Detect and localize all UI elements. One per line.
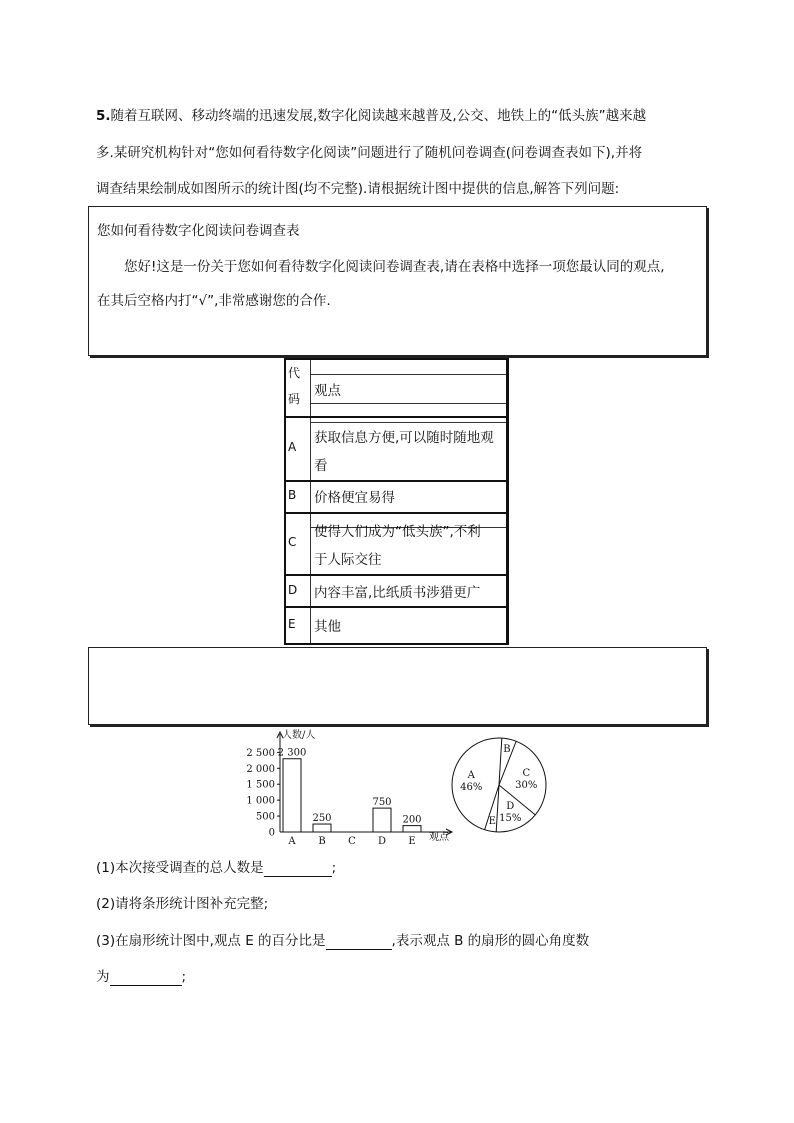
header-line — [310, 403, 506, 404]
question-2: (2)请将条形统计图补充完整; — [96, 896, 269, 912]
header-code-char-1: 代 — [288, 366, 301, 380]
empty-answer-box — [88, 647, 707, 725]
pie-percent-label: 15% — [499, 812, 522, 824]
y-tick-label: 2 000 — [246, 763, 275, 775]
problem-line-3: 调查结果绘制成如图所示的统计图(均不完整).请根据统计图中提供的信息,解答下列问题: — [96, 181, 620, 197]
answer-blank-3b[interactable] — [110, 969, 182, 986]
row-separator — [286, 606, 506, 608]
row-c-text-2: 于人际交往 — [314, 552, 382, 568]
row-b-text: 价格便宜易得 — [314, 490, 395, 506]
row-line — [310, 422, 506, 423]
bar — [283, 759, 301, 832]
x-tick-label: E — [408, 836, 416, 847]
row-code-d: D — [288, 583, 298, 597]
y-axis-label: 人数/人 — [282, 730, 316, 741]
survey-box — [88, 206, 707, 356]
pie-slice-label: C — [522, 767, 531, 779]
y-tick-label: 2 500 — [246, 747, 275, 759]
pie-percent-label: 30% — [515, 779, 538, 791]
pie-slice-label: E — [488, 816, 496, 828]
answer-blank-3a[interactable] — [326, 933, 392, 950]
question-1: (1)本次接受调查的总人数是 ; — [96, 860, 337, 876]
pie-percent-label: 46% — [460, 781, 483, 793]
x-tick-label: A — [288, 836, 296, 847]
problem-number: 5. — [96, 108, 111, 124]
pie-slice-label: A — [467, 769, 475, 781]
survey-title: 您如何看待数字化阅读问卷调查表 — [97, 223, 300, 239]
bar — [313, 824, 331, 832]
row-separator — [286, 512, 506, 514]
statistics-charts — [240, 728, 560, 848]
y-tick-label: 1 500 — [246, 779, 275, 791]
y-tick-label: 1 000 — [246, 795, 275, 807]
bar-data-label: 2 300 — [277, 747, 307, 759]
pie-slice-label: B — [503, 744, 511, 756]
problem-line-1: 5.随着互联网、移动终端的迅速发展,数字化阅读越来越普及,公交、地铁上的“低头族”越来越 — [96, 108, 647, 124]
charts-svg — [240, 728, 560, 848]
bar — [403, 826, 421, 832]
survey-table — [284, 358, 509, 645]
question-3: (3)在扇形统计图中,观点 E 的百分比是 ,表示观点 B 的扇形的圆心角度数 — [96, 933, 590, 949]
x-axis-label: 观点 — [429, 832, 449, 843]
x-tick-label: B — [318, 836, 326, 847]
row-a-text-2: 看 — [314, 458, 328, 474]
bar-data-label: 200 — [402, 814, 422, 826]
pie-slice-label: D — [506, 800, 515, 812]
row-code-b: B — [288, 488, 297, 502]
survey-body-line-1: 您好!这是一份关于您如何看待数字化阅读问卷调查表,请在表格中选择一项您最认同的观点, — [124, 259, 665, 275]
row-separator — [286, 480, 506, 482]
row-code-a: A — [288, 440, 297, 454]
header-line — [310, 374, 506, 375]
answer-blank-1[interactable] — [264, 860, 332, 877]
question-3-line-2: 为 ; — [96, 969, 187, 985]
bar — [373, 808, 391, 832]
row-a-text-1: 获取信息方便,可以随时随地观 — [314, 430, 494, 446]
bar-data-label: 750 — [372, 797, 392, 809]
row-c-text-1: 使得人们成为“低头族”,不利 — [314, 524, 481, 540]
row-separator — [286, 574, 506, 576]
y-tick-label: 0 — [268, 827, 275, 839]
row-separator — [286, 416, 506, 418]
bar-data-label: 250 — [312, 813, 332, 825]
survey-body-line-2: 在其后空格内打“√”,非常感谢您的合作. — [97, 293, 331, 309]
row-d-text: 内容丰富,比纸质书涉猎更广 — [314, 585, 481, 601]
header-code-char-2: 码 — [288, 392, 301, 406]
y-tick-label: 500 — [255, 811, 275, 823]
header-view: 观点 — [314, 383, 341, 399]
problem-line-2: 多.某研究机构针对“您如何看待数字化阅读”问题进行了随机问卷调查(问卷调查表如下),并将 — [96, 145, 643, 161]
row-code-c: C — [288, 535, 297, 549]
row-code-e: E — [288, 617, 296, 631]
x-tick-label: C — [348, 836, 356, 847]
x-tick-label: D — [377, 836, 387, 847]
row-e-text: 其他 — [314, 619, 341, 635]
